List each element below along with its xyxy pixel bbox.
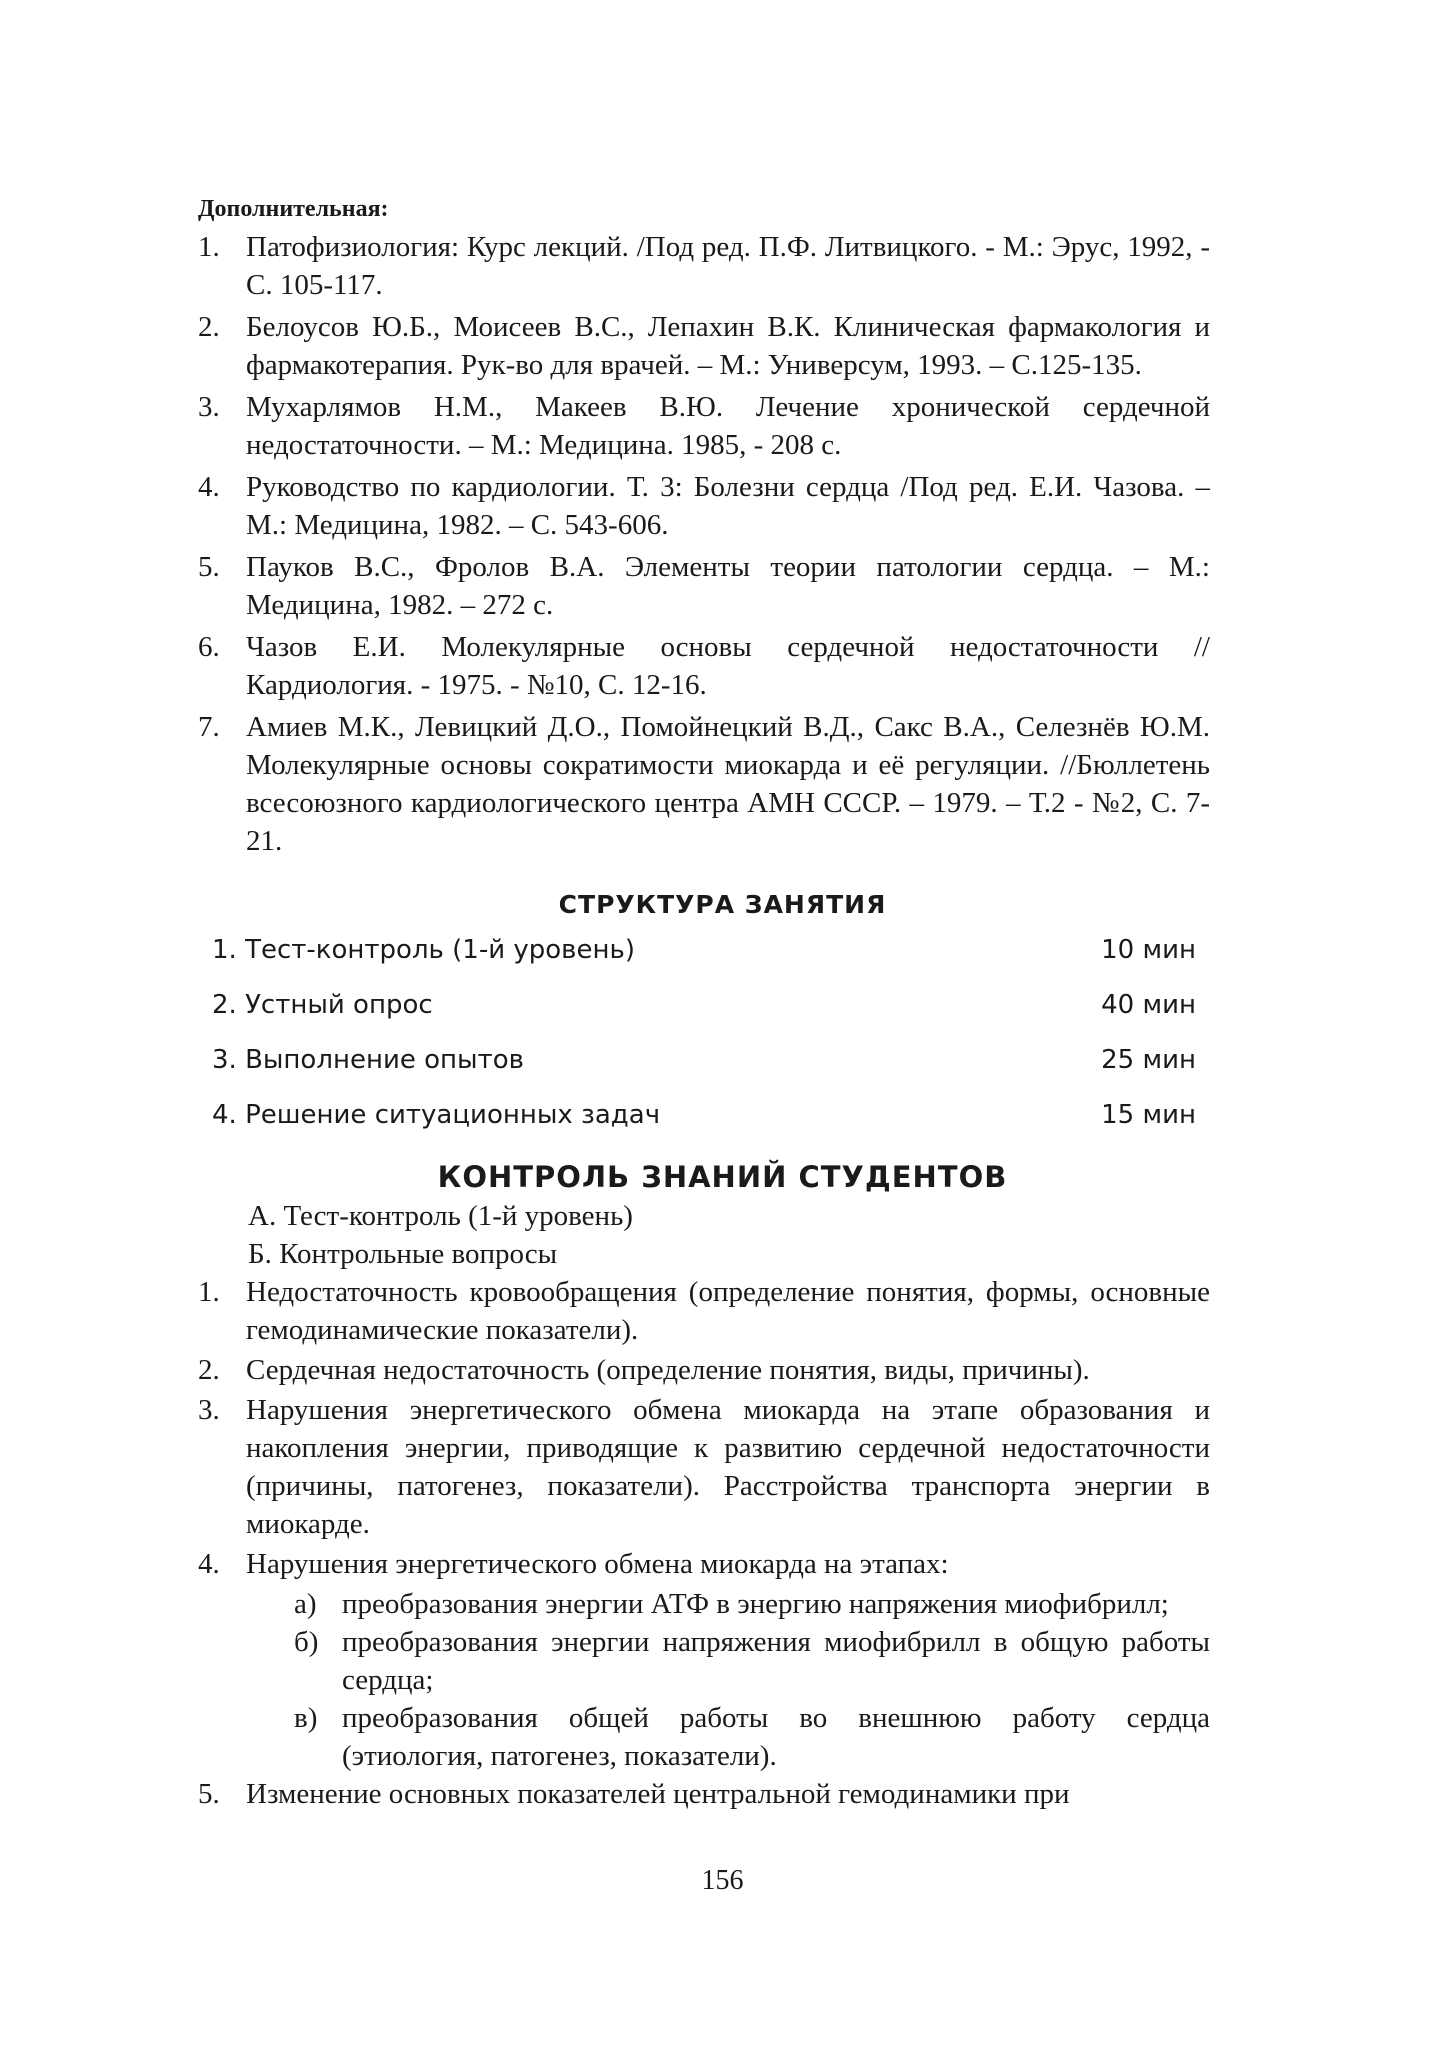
control-title: КОНТРОЛЬ ЗНАНИЙ СТУДЕНТОВ [437,1160,1008,1194]
list-item: 1. Патофизиология: Курс лекций. /Под ред. П.Ф. Литвицкого. - М.: Эрус, 1992, - С. 105-117. [198,231,1210,301]
table-row: 3. Выполнение опытов 25 мин [212,1045,1196,1075]
question-list [198,1273,1210,1813]
extra-literature-heading: Дополнительная: [198,196,389,222]
structure-table [212,930,1202,1150]
list-item: 5. Пауков В.С., Фролов В.А. Элементы теории патологии сердца. – М.: Медицина, 1982. – 272 с. [198,551,1210,621]
control-sub-b: Б. Контрольные вопросы [248,1238,558,1270]
list-item: 4. Нарушения энергетического обмена миокарда на этапах: [198,1548,949,1580]
list-item: 2. Сердечная недостаточность (определение понятия, виды, причины). [198,1354,1090,1386]
table-row: 2. Устный опрос 40 мин [212,990,1196,1020]
list-item: 5. Изменение основных показателей центральной гемодинамики при [198,1778,1070,1810]
list-item: 1. Недостаточность кровообращения (определение понятия, формы, основные гемодинамические показатели). [198,1276,1210,1346]
list-item: 2. Белоусов Ю.Б., Моисеев В.С., Лепахин В.К. Клиническая фармакология и фармакотерапия. Рук-во для врачей. – М.: Универсум, 1993. – С.125-135. [198,311,1210,381]
page-number: 156 [701,1865,744,1896]
table-row: 1. Тест-контроль (1-й уровень) 10 мин [212,935,1196,965]
list-item: 3. Нарушения энергетического обмена миокарда на этапе образования и накопления энергии, приводящие к развитию сердечной недостаточности (причины, патогенез, показатели). Расстройства транспорта энергии в миокарде. [198,1394,1210,1540]
list-item: 3. Мухарлямов Н.М., Макеев В.Ю. Лечение хронической сердечной недостаточности. – М.: Медицина. 1985, - 208 с. [198,391,1210,461]
reference-list [198,228,1210,864]
list-item: 6. Чазов Е.И. Молекулярные основы сердечной недостаточности // Кардиология. - 1975. - №10, С. 12-16. [198,631,1210,701]
list-item: 4. Руководство по кардиологии. Т. 3: Болезни сердца /Под ред. Е.И. Чазова. – М.: Медицина, 1982. – С. 543-606. [198,471,1210,541]
table-row: 4. Решение ситуационных задач 15 мин [212,1100,1196,1130]
control-sub-a: А. Тест-контроль (1-й уровень) [248,1200,633,1232]
structure-title: СТРУКТУРА ЗАНЯТИЯ [558,890,887,919]
sub-list-item: а) преобразования энергии АТФ в энергию напряжения миофибрилл; [294,1588,1169,1620]
list-item: 7. Амиев М.К., Левицкий Д.О., Помойнецкий В.Д., Сакс В.А., Селезнёв Ю.М. Молекулярные основы сократимости миокарда и её регуляции. //Бюллетень всесоюзного кардиологического центра АМН СССР. – 1979. – Т.2 - №2, С. 7-21. [198,711,1210,857]
sub-list-item: б) преобразования энергии напряжения миофибрилл в общую работы сердца; [294,1626,1210,1696]
sub-list-item: в) преобразования общей работы во внешнюю работу сердца (этиология, патогенез, показатели). [294,1702,1210,1772]
